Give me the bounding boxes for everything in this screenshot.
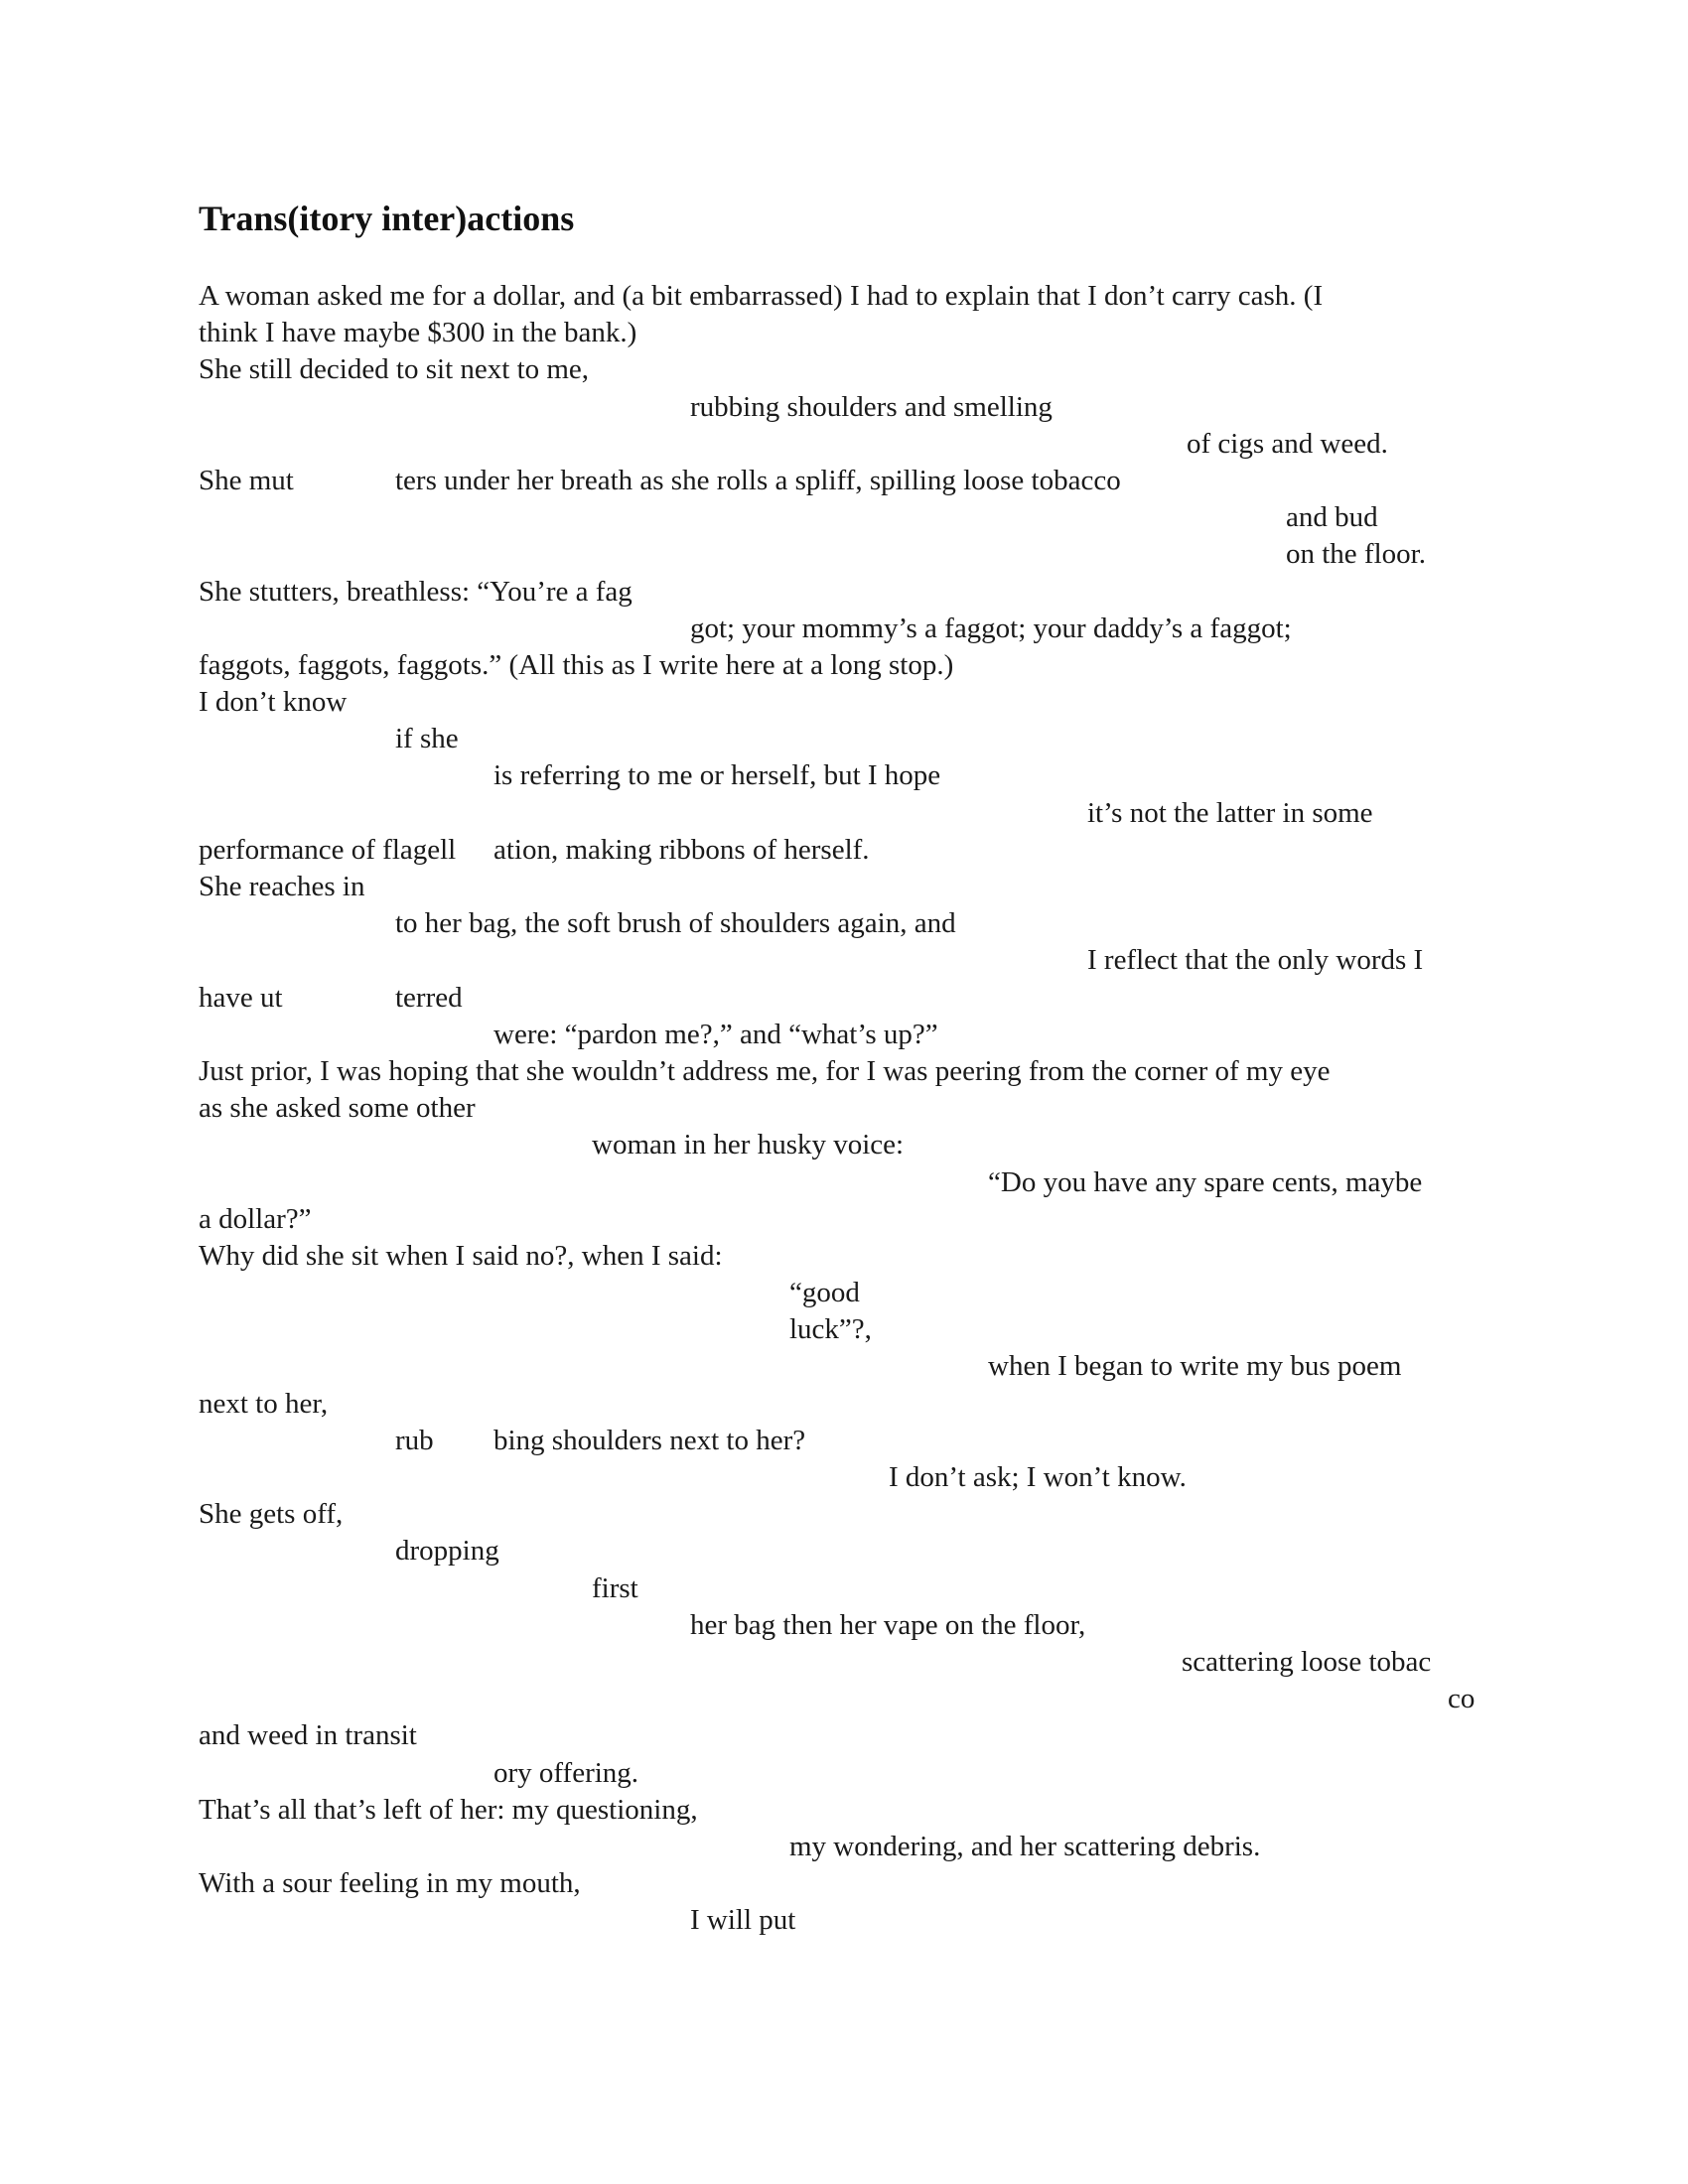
poem-line [199,1386,1489,1423]
poem-line [199,942,1489,979]
poem-line [199,795,1489,832]
poem-fragment: when I began to write my bus poem [988,1350,1402,1383]
poem-line [199,684,1489,721]
poem-line [199,721,1489,757]
poem-line [199,905,1489,942]
poem-fragment: rub [395,1424,434,1456]
poem-fragment: ters under her breath as she rolls a spliff, spilling loose tobacco [395,464,1121,496]
poem-fragment: A woman asked me for a dollar, and (a bit embarrassed) I had to explain that I don’t carry cash. (I [199,280,1324,312]
poem-fragment: dropping [395,1535,499,1568]
poem-fragment: With a sour feeling in my mouth, [199,1867,581,1900]
poem-fragment: That’s all that’s left of her: my questioning, [199,1793,698,1826]
poem-line [199,1348,1489,1385]
poem-line [199,1423,1489,1459]
poem-line [199,1164,1489,1201]
poem-fragment: my wondering, and her scattering debris. [789,1830,1261,1862]
poem-fragment: and bud [1286,501,1378,534]
poem-line [199,315,1489,351]
poem-fragment: were: “pardon me?,” and “what’s up?” [493,1018,938,1050]
poem-line [199,1459,1489,1496]
poem-line [199,1681,1489,1717]
poem-line [199,647,1489,684]
poem-fragment: Just prior, I was hoping that she wouldn’t address me, for I was peering from the corner of my eye [199,1054,1331,1087]
poem-line [199,980,1489,1017]
poem-line [199,1533,1489,1570]
poem-fragment: She still decided to sit next to me, [199,353,590,386]
poem-body [199,278,1489,1939]
poem-fragment: think I have maybe $300 in the bank.) [199,317,637,349]
poem-fragment: luck”?, [789,1313,872,1346]
poem-line [199,1902,1489,1939]
poem-fragment: bing shoulders next to her? [493,1424,806,1456]
poem-line [199,389,1489,426]
poem-fragment: scattering loose tobac [1182,1645,1432,1678]
poem-line [199,1275,1489,1311]
poem-fragment: next to her, [199,1387,329,1420]
poem-fragment: I will put [690,1904,796,1937]
poem-fragment: woman in her husky voice: [592,1129,905,1161]
poem-fragment: first [592,1571,638,1604]
poem-fragment: her bag then her vape on the floor, [690,1608,1086,1641]
poem-fragment: ory offering. [493,1756,639,1789]
poem-line [199,869,1489,905]
poem-line [199,1017,1489,1053]
poem-fragment: terred [395,981,463,1014]
poem-line [199,1570,1489,1607]
poem-line [199,426,1489,463]
poem-fragment: if she [395,723,459,755]
poem-line [199,1127,1489,1163]
poem-line [199,1496,1489,1533]
poem-fragment: “Do you have any spare cents, maybe [988,1165,1423,1198]
poem-fragment: I don’t ask; I won’t know. [889,1461,1187,1493]
poem-fragment: it’s not the latter in some [1087,796,1373,829]
poem-line [199,1053,1489,1090]
poem-fragment: co [1448,1683,1476,1715]
poem-line [199,1865,1489,1902]
poem-fragment: I reflect that the only words I [1087,944,1424,977]
poem-line [199,278,1489,315]
poem-fragment: ation, making ribbons of herself. [493,833,870,866]
poem-fragment: She gets off, [199,1498,344,1531]
poem-line [199,463,1489,499]
poem-fragment: Why did she sit when I said no?, when I said: [199,1239,723,1272]
poem-fragment: rubbing shoulders and smelling [690,390,1053,423]
poem-fragment: faggots, faggots, faggots.” (All this as I write here at a long stop.) [199,648,954,681]
poem-line [199,574,1489,611]
poem-fragment: performance of flagell [199,833,457,866]
poem-fragment: got; your mommy’s a faggot; your daddy’s a faggot; [690,612,1292,644]
poem-line [199,832,1489,869]
poem-fragment: a dollar?” [199,1202,312,1235]
poem-line [199,611,1489,647]
poem-line [199,1311,1489,1348]
poem-line [199,1755,1489,1792]
poem-fragment: She mut [199,464,294,496]
poem-fragment: of cigs and weed. [1187,427,1388,460]
poem-fragment: “good [789,1277,860,1309]
poem-line [199,1829,1489,1865]
poem-line [199,536,1489,573]
poem-fragment: She reaches in [199,871,365,902]
poem-title: Trans(itory inter)actions [199,199,575,238]
poem-line [199,1090,1489,1127]
poem-line [199,1607,1489,1644]
poem-fragment: as she asked some other [199,1092,476,1125]
poem-line [199,757,1489,794]
poem-fragment: on the floor. [1286,538,1426,571]
poem-line [199,1238,1489,1275]
poem-fragment: She stutters, breathless: “You’re a fag [199,575,633,608]
poem-line [199,1717,1489,1754]
poem-line [199,499,1489,536]
poem-fragment: I don’t know [199,686,348,719]
poem-line [199,1201,1489,1238]
poem-fragment: is referring to me or herself, but I hope [493,759,941,792]
poem-fragment: have ut [199,981,283,1014]
poem-line [199,351,1489,388]
poem-line [199,1792,1489,1829]
poem-line [199,1644,1489,1681]
poem-fragment: and weed in transit [199,1719,417,1752]
poem-fragment: to her bag, the soft brush of shoulders again, and [395,907,956,940]
